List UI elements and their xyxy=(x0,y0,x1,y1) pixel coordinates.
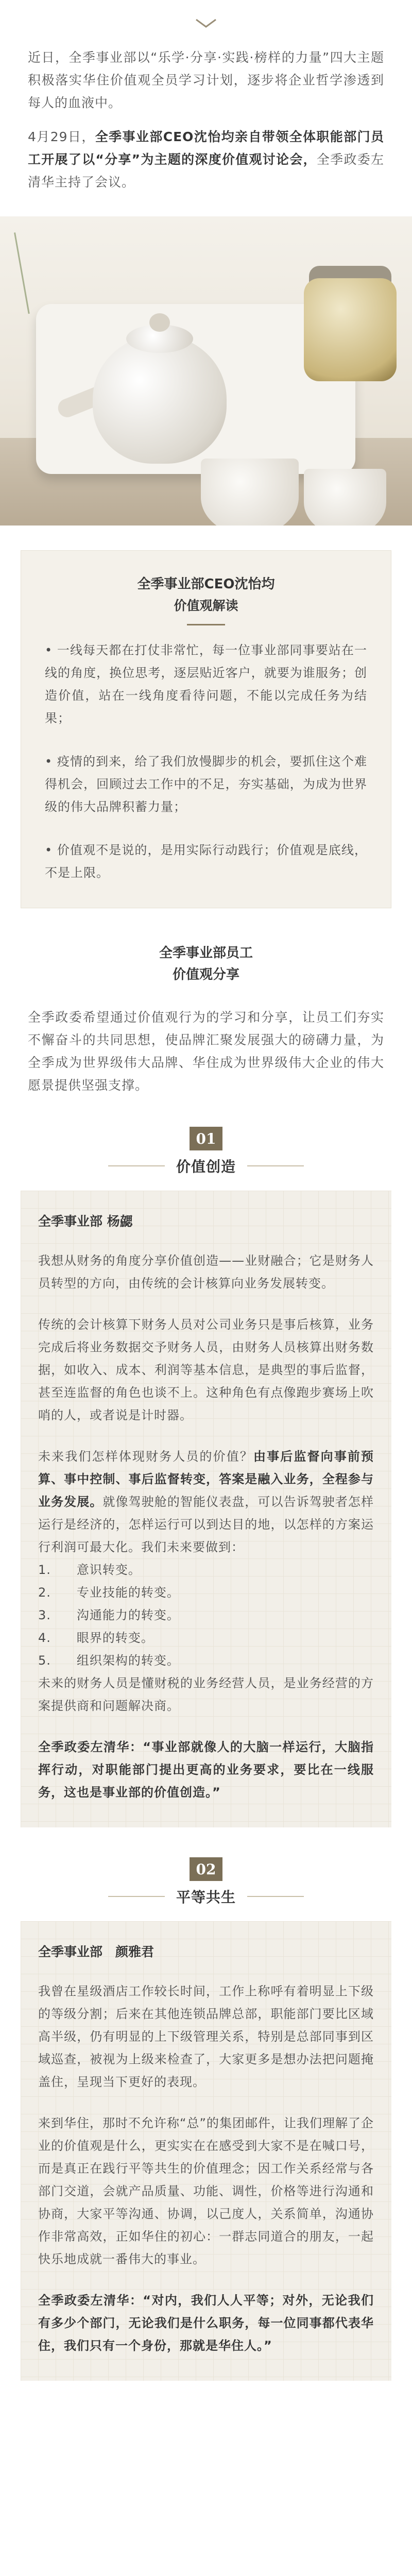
section-number-badge: 01 xyxy=(190,1127,222,1150)
ceo-card xyxy=(21,550,391,908)
section-2-header xyxy=(0,1857,412,1907)
list-item: 2. 专业技能的转变。 xyxy=(38,1585,180,1600)
tea-set-photo xyxy=(0,216,412,526)
share-paragraph: 全季政委希望通过价值观行为的学习和分享，让员工们夯实不懈奋斗的共同思想，使品牌汇聚发展强大的磅礴力量，为全季成为世界级伟大品牌、华住成为世界级伟大企业的伟大愿景提供坚强支撑。 xyxy=(28,1010,384,1093)
list-item: 4. 眼界的转变。 xyxy=(38,1631,154,1645)
list-item: 1. 意识转变。 xyxy=(38,1563,141,1577)
list-item: 5. 组织架构的转变。 xyxy=(38,1653,180,1668)
intro-tail: 全季政委左清华主持了会议。 xyxy=(28,152,384,190)
paragraph-lead: 未来我们怎样体现财务人员的价值？ xyxy=(38,1449,253,1464)
section-title: 平等共生 xyxy=(176,1889,236,1906)
teapot-knob xyxy=(149,313,170,332)
tea-cup xyxy=(201,459,299,526)
section-paragraph: 我想从财务的角度分享价值创造——业财融合；它是财务人员转型的方向，由传统的会计核算向业务发展转变。 xyxy=(38,1253,374,1291)
paragraph-tail: 就像驾驶舱的智能仪表盘，可以告诉驾驶者怎样运行是经济的，怎样运行可以到达目的地，以怎样的方案运行利润可最大化。我们未来要做到： xyxy=(38,1495,374,1554)
list-item: 3. 沟通能力的转变。 xyxy=(38,1608,180,1622)
tea-cup xyxy=(304,469,386,526)
plant-decor xyxy=(14,222,89,314)
section-paragraph-end: 未来的财务人员是懂财税的业务经营人员，是业务经营的方案提供商和问题解决商。 xyxy=(38,1676,374,1713)
divider xyxy=(108,1896,165,1897)
author-name: 全季事业部 颜雅君 xyxy=(38,1944,154,1959)
commissar-quote xyxy=(38,1736,374,1804)
ceo-card-title: 全季事业部CEO沈怡均 xyxy=(137,577,275,592)
intro-bold: 全季事业部CEO沈怡均亲自带领全体职能部门员工开展了以“分享”为主题的深度价值观讨论会， xyxy=(28,129,384,167)
bottom-spacer xyxy=(0,2381,412,2392)
teapot xyxy=(93,335,227,464)
section-paragraph: 我曾在星级酒店工作较长时间，工作上称呼有着明显上下级的等级分割；后来在其他连锁品牌总部，职能部门要比区域高半级，仍有明显的上下级管理关系，特别是总部同事到区域巡查，被视为上级来检查了，大家更多是想办法把问题掩盖住，呈现当下更好的表现。 xyxy=(38,1984,374,2089)
section-number-badge: 02 xyxy=(190,1857,222,1881)
section-1-panel xyxy=(21,1191,391,1827)
author-name: 全季事业部 杨勰 xyxy=(38,1214,133,1229)
quote-speaker: 全季政委左清华： xyxy=(38,2293,143,2308)
tea-jar xyxy=(304,278,397,381)
divider xyxy=(108,1165,165,1166)
divider xyxy=(187,624,225,625)
divider xyxy=(247,1165,304,1166)
section-paragraph xyxy=(38,1445,374,1717)
ceo-bullet: • 一线每天都在打仗非常忙，每一位事业部同事要站在一线的角度，换位思考，逐层贴近客户，就要为谁服务；创造价值，站在一线角度看待问题，不能以完成任务为结果； xyxy=(45,643,367,725)
section-paragraph: 传统的会计核算下财务人员对公司业务只是事后核算，业务完成后将业务数据交予财务人员，由财务人员核算出财务数据，如收入、成本、利润等基本信息，是典型的事后监督，甚至连监督的角色也谈不上。这种角色有点像跑步赛场上吹哨的人，或者说是计时器。 xyxy=(38,1317,374,1422)
quote-text: “对内，我们人人平等；对外，无论我们有多少个部门，无论我们是什么职务，每一位同事都代表华住，我们只有一个身份，那就是华住人。” xyxy=(38,2293,374,2353)
section-title-row xyxy=(0,1156,412,1176)
chevron-down-icon[interactable] xyxy=(194,18,218,29)
quote-speaker: 全季政委左清华： xyxy=(38,1740,143,1754)
section-2-panel xyxy=(21,1921,391,2381)
ceo-bullet: • 价值观不是说的，是用实际行动践行；价值观是底线，不是上限。 xyxy=(45,843,367,880)
share-subtitle: 价值观分享 xyxy=(172,967,239,982)
quote-text: “事业部就像人的大脑一样运行，大脑指挥行动，对职能部门提出更高的业务要求，要比在一线服务，这也是事业部的价值创造。” xyxy=(38,1740,374,1800)
ceo-bullet: • 疫情的到来，给了我们放慢脚步的机会，要抓住这个难得机会，回顾过去工作中的不足，夯实基础，为成为世界级的伟大品牌积蓄力量； xyxy=(45,754,367,814)
commissar-quote xyxy=(38,2289,374,2357)
section-title-row xyxy=(0,1886,412,1907)
intro-paragraph-1: 近日，全季事业部以“乐学·分享·实践·榜样的力量”四大主题积极落实华住价值观全员学习计划，逐步将企业哲学渗透到每人的血液中。 xyxy=(28,50,384,110)
paragraph-bold: 由事后监督向事前预算、事中控制、事后监督转变，答案是融入业务，全程参与业务发展。 xyxy=(38,1449,374,1509)
section-paragraph: 来到华住，那时不允许称“总”的集团邮件，让我们理解了企业的价值观是什么，更实实在在感受到大家不是在喊口号，而是真正在践行平等共生的价值理念；因工作关系经常与各部门交道，会就产品质量、功能、调性，价格等进行沟通和协商，大家平等沟通、协调，以己度人，关系简单，沟通协作非常高效，正如华住的初心：一群志同道合的朋友，一起快乐地成就一番伟大的事业。 xyxy=(38,2116,374,2266)
share-title: 全季事业部员工 xyxy=(159,945,253,961)
divider xyxy=(247,1896,304,1897)
ceo-card-subtitle: 价值观解读 xyxy=(174,598,238,613)
section-1-header xyxy=(0,1127,412,1176)
intro-date: 4月29日， xyxy=(28,129,95,144)
intro-paragraph-2 xyxy=(0,126,412,194)
top-area xyxy=(0,0,412,46)
section-title: 价值创造 xyxy=(176,1158,236,1175)
